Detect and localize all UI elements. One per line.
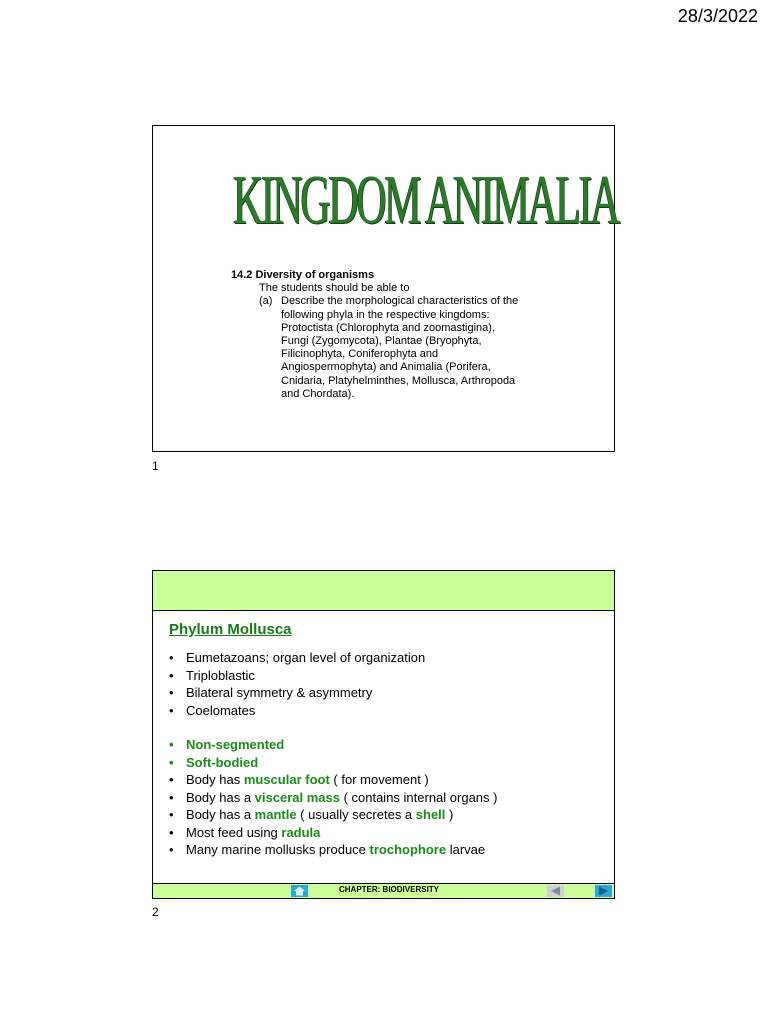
list-item: • Body has a mantle ( usually secretes a shell ) — [169, 807, 454, 822]
objective-item — [231, 295, 531, 401]
list-item: • Non-segmented — [169, 737, 285, 752]
objective-line: Angiospermophyta) and Animalia (Porifera, — [281, 361, 491, 374]
chapter-label: CHAPTER: BIODIVERSITY — [339, 885, 440, 894]
objective-line: following phyla in the respective kingdoms: — [281, 308, 490, 321]
home-icon — [291, 885, 308, 897]
slide-title-phylum-mollusca: Phylum Mollusca — [169, 621, 292, 638]
objective-heading: 14.2 Diversity of organisms — [231, 269, 375, 281]
previous-slide-button[interactable] — [547, 885, 564, 897]
list-item: • Bilateral symmetry & asymmetry — [169, 685, 373, 700]
slide-title-kingdom-animalia: KINGDOM ANIMALIA — [233, 162, 619, 239]
learning-objective — [231, 269, 531, 401]
objective-line: and Chordata). — [281, 387, 355, 400]
objective-intro: The students should be able to — [259, 282, 410, 295]
arrow-right-icon — [595, 885, 612, 897]
list-item: • Coelomates — [169, 702, 256, 718]
home-button[interactable] — [291, 885, 308, 897]
list-item: • Body has a visceral mass ( contains internal organs ) — [169, 789, 498, 805]
list-item: • Body has muscular foot ( for movement ) — [169, 772, 429, 787]
objective-item-tag: (a) — [259, 295, 273, 308]
objective-line: Protoctista (Chlorophyta and zoomastigina), — [281, 321, 495, 334]
print-date: 28/3/2022 — [677, 6, 758, 26]
slide-header-banner — [153, 571, 614, 611]
objective-item-text — [281, 295, 531, 401]
list-item: • Many marine mollusks produce trochophore larvae — [169, 842, 486, 857]
arrow-left-icon — [547, 885, 564, 897]
list-item: • Triploblastic — [169, 667, 255, 683]
slide-1 — [152, 125, 619, 452]
list-item: • Soft-bodied — [169, 754, 259, 770]
objective-line: Describe the morphological characteristics of the — [281, 295, 519, 308]
page-number-2: 2 — [152, 905, 159, 919]
objective-line: Filicinophyta, Coniferophyta and — [281, 348, 439, 361]
slide-2 — [152, 570, 615, 899]
bullet-list — [169, 649, 497, 859]
objective-line: Cnidaria, Platyhelminthes, Mollusca, Arthropoda — [281, 374, 516, 387]
slide-footer — [153, 883, 614, 898]
list-item: • Most feed using radula — [169, 824, 321, 840]
next-slide-button[interactable] — [595, 885, 612, 897]
objective-line: Fungi (Zygomycota), Plantae (Bryophyta, — [281, 335, 482, 348]
page-number-1: 1 — [152, 459, 159, 473]
list-item: • Eumetazoans; organ level of organization — [169, 650, 426, 665]
